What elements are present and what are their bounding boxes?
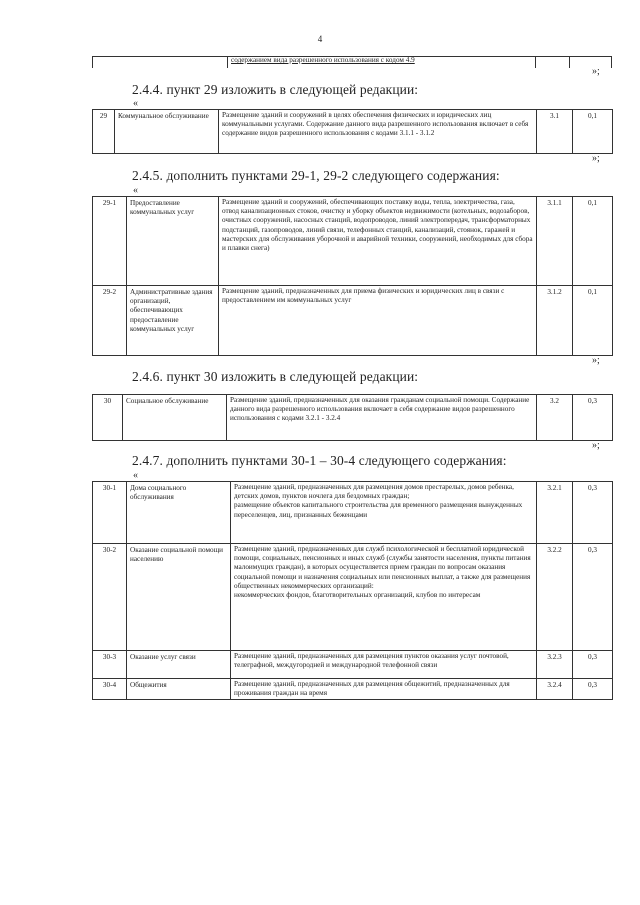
- description-paragraph: некоммерческих фондов, благотворительных организаций, клубов по интересам: [234, 591, 481, 600]
- row-number: 29: [93, 110, 115, 154]
- fragment-border-mid: [227, 56, 228, 68]
- row-code: 3.2.2: [537, 544, 573, 651]
- row-coefficient: 0,3: [573, 395, 613, 441]
- row-number: 29-2: [93, 286, 127, 356]
- table-row: [93, 651, 613, 679]
- description-paragraph: Размещение зданий, предназначенных для оказания гражданам социальной помощи. Содержание данного вида разрешенного использования включает в себя содержание видов разрешенного использования с кодами 3.2.1 - 3.2.4: [230, 396, 530, 423]
- description-paragraph: Размещение зданий, предназначенных для размещения общежитий, предназначенных для проживания граждан на время: [234, 680, 510, 698]
- section-heading: 2.4.6. пункт 30 изложить в следующей редакции:: [132, 369, 419, 384]
- row-description: [231, 482, 537, 544]
- section-heading: 2.4.4. пункт 29 изложить в следующей редакции:: [132, 82, 419, 97]
- row-coefficient: 0,1: [573, 110, 613, 154]
- close-quote: »;: [592, 440, 600, 451]
- table-row: [93, 482, 613, 544]
- row-coefficient: 0,3: [573, 482, 613, 544]
- description-paragraph: размещение объектов капитального строительства для временного размещения вынужденных переселенцев, лиц, признанных беженцами: [234, 501, 523, 519]
- row-code: 3.1.2: [537, 286, 573, 356]
- row-name: Общежития: [127, 679, 231, 700]
- row-name: Оказание услуг связи: [127, 651, 231, 679]
- description-paragraph: Размещение зданий, предназначенных для приема физических и юридических лиц в связи с предоставлением им коммунальных услуг: [222, 287, 505, 305]
- description-paragraph: Размещение зданий и сооружений, обеспечивающих поставку воды, тепла, электричества, газа, отвод канализационных стоков, очистку и уборку объектов недвижимости (котельных, водозаборов, очистных сооружений, насосных станций, водопроводов, линий электропередач, трансформаторных подстанций, газопроводов, линий связи, телефонных станций, канализаций, стоянок, гаражей и мастерских для обслуживания уборочной и аварийной техники, сооружений, необходимых для сбора и плавки снега): [222, 198, 533, 253]
- row-number: 29-1: [93, 197, 127, 286]
- row-code: 3.2.1: [537, 482, 573, 544]
- description-paragraph: Размещение зданий, предназначенных для служб психологической и бесплатной юридической помощи, социальных, пенсионных и иных служб (службы занятости населения, пункты питания малоимущих граждан), в которых осуществляется прием граждан по вопросам оказания социальной помощи и назначения социальных или пенсионных выплат, а также для размещения общественных некоммерческих организаций:: [234, 545, 531, 590]
- row-name: Социальное обслуживание: [123, 395, 227, 441]
- row-name: Оказание социальной помощи населению: [127, 544, 231, 651]
- row-coefficient: 0,1: [573, 197, 613, 286]
- section-table: [92, 394, 613, 441]
- description-paragraph: Размещение зданий, предназначенных для размещения пунктов оказания услуг почтовой, телеграфной, междугородней и международной телефонной связи: [234, 652, 509, 670]
- row-description: [219, 110, 537, 154]
- row-code: 3.2.4: [537, 679, 573, 700]
- fragment-border-code: [535, 56, 536, 68]
- close-quote: »;: [592, 355, 600, 366]
- fragment-border-right: [611, 56, 612, 68]
- section-table: [92, 109, 613, 154]
- row-coefficient: 0,1: [573, 286, 613, 356]
- row-number: 30: [93, 395, 123, 441]
- close-quote: »;: [592, 153, 600, 164]
- section-heading: 2.4.7. дополнить пунктами 30-1 – 30-4 следующего содержания:: [132, 453, 507, 468]
- section-table: [92, 481, 613, 700]
- fragment-text: содержанием вида разрешенного использования с кодом 4.9: [231, 56, 415, 64]
- row-name: Предоставление коммунальных услуг: [127, 197, 219, 286]
- section-heading: 2.4.5. дополнить пунктами 29-1, 29-2 следующего содержания:: [132, 168, 500, 183]
- row-name: Дома социального обслуживания: [127, 482, 231, 544]
- row-coefficient: 0,3: [573, 544, 613, 651]
- row-code: 3.1: [537, 110, 573, 154]
- open-quote: «: [133, 98, 138, 109]
- row-number: 30-3: [93, 651, 127, 679]
- row-description: [219, 197, 537, 286]
- row-name: Административные здания организаций, обеспечивающих предоставление коммунальных услуг: [127, 286, 219, 356]
- fragment-border-coef: [569, 56, 570, 68]
- section-table: [92, 196, 613, 356]
- row-description: [231, 651, 537, 679]
- description-paragraph: Размещение зданий, предназначенных для размещения домов престарелых, домов ребенка, детских домов, пунктов ночлега для бездомных граждан;: [234, 483, 514, 501]
- table-row: [93, 110, 613, 154]
- table-row: [93, 395, 613, 441]
- row-description: [219, 286, 537, 356]
- row-number: 30-4: [93, 679, 127, 700]
- row-coefficient: 0,3: [573, 679, 613, 700]
- open-quote: «: [133, 185, 138, 196]
- table-row: [93, 544, 613, 651]
- open-quote: «: [133, 470, 138, 481]
- row-code: 3.1.1: [537, 197, 573, 286]
- row-number: 30-1: [93, 482, 127, 544]
- row-name: Коммунальное обслуживание: [115, 110, 219, 154]
- row-description: [231, 544, 537, 651]
- table-row: [93, 197, 613, 286]
- fragment-border-left: [92, 56, 93, 68]
- row-number: 30-2: [93, 544, 127, 651]
- page-number: 4: [317, 34, 323, 44]
- description-paragraph: Размещение зданий и сооружений в целях обеспечения физических и юридических лиц коммунальными услугами. Содержание данного вида разрешенного использования включает в себя содержание видов разрешенного использования с кодами 3.1.1 - 3.1.2: [222, 111, 529, 138]
- row-code: 3.2: [537, 395, 573, 441]
- row-description: [227, 395, 537, 441]
- table-row: [93, 286, 613, 356]
- close-quote: »;: [592, 66, 600, 77]
- row-coefficient: 0,3: [573, 651, 613, 679]
- row-description: [231, 679, 537, 700]
- row-code: 3.2.3: [537, 651, 573, 679]
- table-row: [93, 679, 613, 700]
